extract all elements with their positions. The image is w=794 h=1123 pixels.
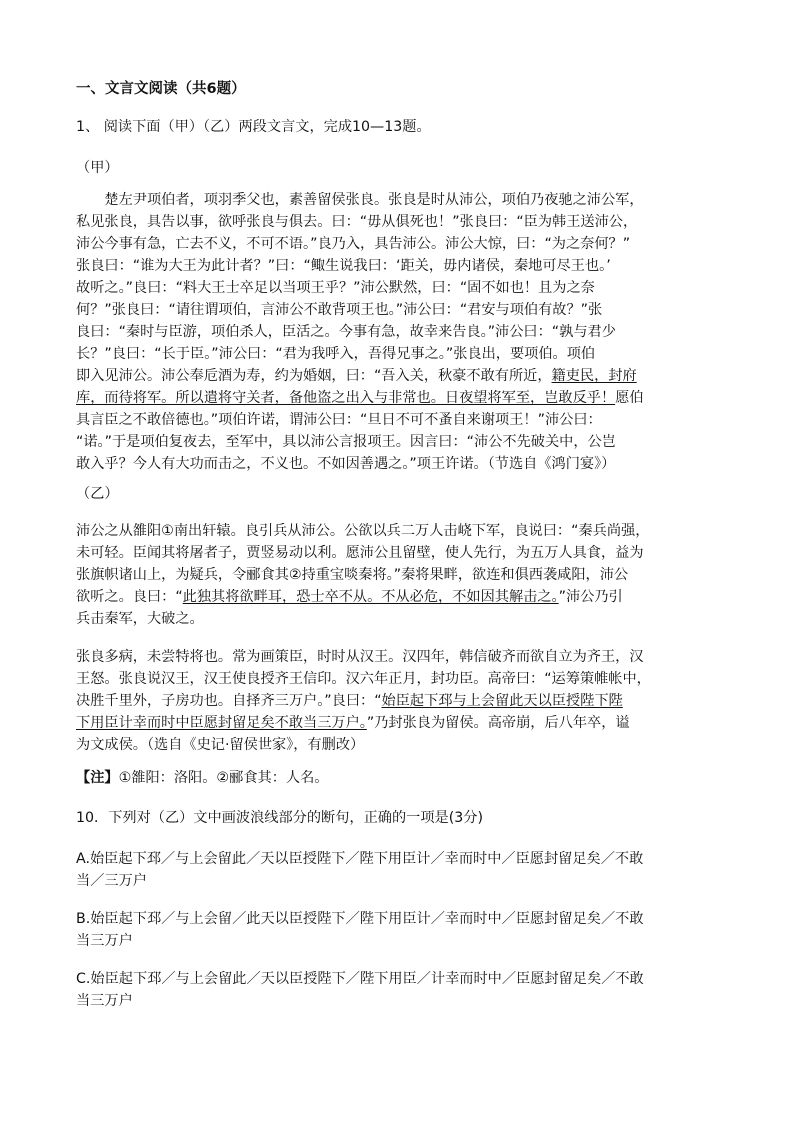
passage-jia-line: 沛公今事有急，亡去不义，不可不语。”良乃入，具告沛公。沛公大惊，曰：“为之奈何？” <box>76 236 631 252</box>
passage-jia-line: 私见张良，具告以事，欲呼张良与俱去。曰：“毋从俱死也！”张良曰：“臣为韩王送沛公， <box>76 214 638 230</box>
section-title: 一、文言文阅读（共6题） <box>76 81 246 97</box>
underlined-sentence: 此独其将欲畔耳，恐士卒不从。不从必危，不如因其解击之。 <box>182 589 559 605</box>
passage-yi-paragraph-1 <box>76 520 718 630</box>
underlined-sentence: 库，而待将军。所以遣将守关者，备他盗之出入与非常也。日夜望将军至，岂敢反乎！ <box>76 390 616 406</box>
passage-text: ”乃封张良为留侯。高帝崩，后八年卒，谥 <box>366 715 630 731</box>
option-a <box>76 848 718 892</box>
option-c-line: 当三万户 <box>76 993 133 1009</box>
wavy-underlined-sentence: 始臣起下邳与上会留此天以臣授陛下陛 <box>381 693 623 709</box>
passage-jia-line: 良曰：“秦时与臣游，项伯杀人，臣活之。今事有急，故幸来告良。”沛公曰：“孰与君少 <box>76 324 616 340</box>
passage-text: 即入见沛公。沛公奉卮酒为寿，约为婚姻，曰：“吾入关，秋豪不敢有所近， <box>76 368 552 384</box>
underlined-sentence: 籍吏民，封府 <box>551 368 637 384</box>
passage-yi-line: 为文成侯。（选自《史记·留侯世家》，有删改） <box>76 737 365 753</box>
annotation-note <box>76 768 328 788</box>
passage-jia-line: 张良曰：“谁为大王为此计者？”曰：“鲰生说我曰：‘距关，毋内诸侯，秦地可尽王也。’ <box>76 258 611 274</box>
passage-yi-line: 沛公之从雒阳①南出轩辕。良引兵从沛公。公欲以兵二万人击峣下军，良说曰：“秦兵尚强， <box>76 523 650 539</box>
passage-text: 决胜千里外，子房功也。自择齐三万户。”良曰：“ <box>76 693 382 709</box>
question-1-instruction: 1、 阅读下面（甲）（乙）两段文言文，完成10—13题。 <box>76 119 431 135</box>
passage-jia-line: 何？”张良曰：“请往谓项伯，言沛公不敢背项王也。”沛公曰：“君安与项伯有故？”张 <box>76 302 603 318</box>
passage-text: ”沛公乃引 <box>558 589 623 605</box>
passage-jia-line: 长？”良曰：“长于臣。”沛公曰：“君为我呼入，吾得兄事之。”张良出，要项伯。项伯 <box>76 346 596 362</box>
option-c-line: C.始臣起下邳／与上会留此／天以臣授陛下／陛下用臣／计幸而时中／臣愿封留足矣／不敢 <box>76 971 644 987</box>
passage-jia-line: 敢入乎？今人有大功而击之，不义也。不如因善遇之。”项王许诺。（节选自《鸿门宴》） <box>76 456 616 472</box>
passage-jia-line: 故听之。”良曰：“料大王士卒足以当项王乎？”沛公默然，曰：“固不如也！且为之奈 <box>76 280 595 296</box>
option-a-line: 当／三万户 <box>76 873 147 889</box>
passage-yi-line: 张良多病，未尝特将也。常为画策臣，时时从汉王。汉四年，韩信破齐而欲自立为齐王，汉 <box>76 649 644 665</box>
passage-yi-line: 未可轻。臣闻其将屠者子，贾竖易动以利。愿沛公且留壁，使人先行，为五万人具食，益为 <box>76 545 644 561</box>
option-b-line: B.始臣起下邳／与上会留／此天以臣授陛下／陛下用臣计／幸而时中／臣愿封留足矣／不敢 <box>76 911 644 927</box>
passage-yi-line <box>76 690 718 712</box>
passage-yi-line <box>76 712 718 734</box>
passage-jia-line: 具言臣之不敢倍德也。”项伯许诺，谓沛公曰：“旦日不可不蚤自来谢项王！”沛公曰： <box>76 412 602 428</box>
passage-yi-line: 兵击秦军，大破之。 <box>76 611 204 627</box>
wavy-underlined-sentence: 下用臣计幸而时中臣愿封留足矣不敢当三万户。 <box>76 715 367 731</box>
passage-yi-line: 王怒。张良说汉王，汉王使良授齐王信印。汉六年正月，封功臣。高帝曰：“运筹策帷帐中， <box>76 671 651 687</box>
passage-text: 愿伯 <box>615 390 644 406</box>
option-b-line: 当三万户 <box>76 933 133 949</box>
passage-yi-line <box>76 586 718 608</box>
passage-yi-label: （乙） <box>76 486 119 502</box>
note-label: 【注】 <box>76 770 119 786</box>
option-a-line: A.始臣起下邳／与上会留此／天以臣授陛下／陛下用臣计／幸而时中／臣愿封留足矣／不敢 <box>76 851 644 867</box>
passage-jia-line: 楚左尹项伯者，项羽季父也，素善留侯张良。张良是时从沛公，项伯乃夜驰之沛公军， <box>76 192 644 208</box>
passage-jia-line <box>76 387 718 409</box>
option-c <box>76 968 718 1012</box>
passage-text: 欲听之。良曰：“ <box>76 589 183 605</box>
note-text: ①雒阳：洛阳。②郦食其：人名。 <box>118 770 329 786</box>
passage-jia-label: （甲） <box>76 160 119 176</box>
passage-jia-line <box>76 365 718 387</box>
passage-yi-line: 张旗帜诸山上，为疑兵，令郦食其②持重宝啖秦将。”秦将果畔，欲连和俱西袭咸阳，沛公 <box>76 567 629 583</box>
question-10: 10．下列对（乙）文中画波浪线部分的断句，正确的一项是(3分) <box>76 810 484 826</box>
option-b <box>76 908 718 952</box>
passage-jia-line: “诺。”于是项伯复夜去，至军中，具以沛公言报项王。因言曰：“沛公不先破关中，公岂 <box>76 434 616 450</box>
passage-yi-paragraph-2 <box>76 646 718 756</box>
passage-jia <box>76 189 718 475</box>
